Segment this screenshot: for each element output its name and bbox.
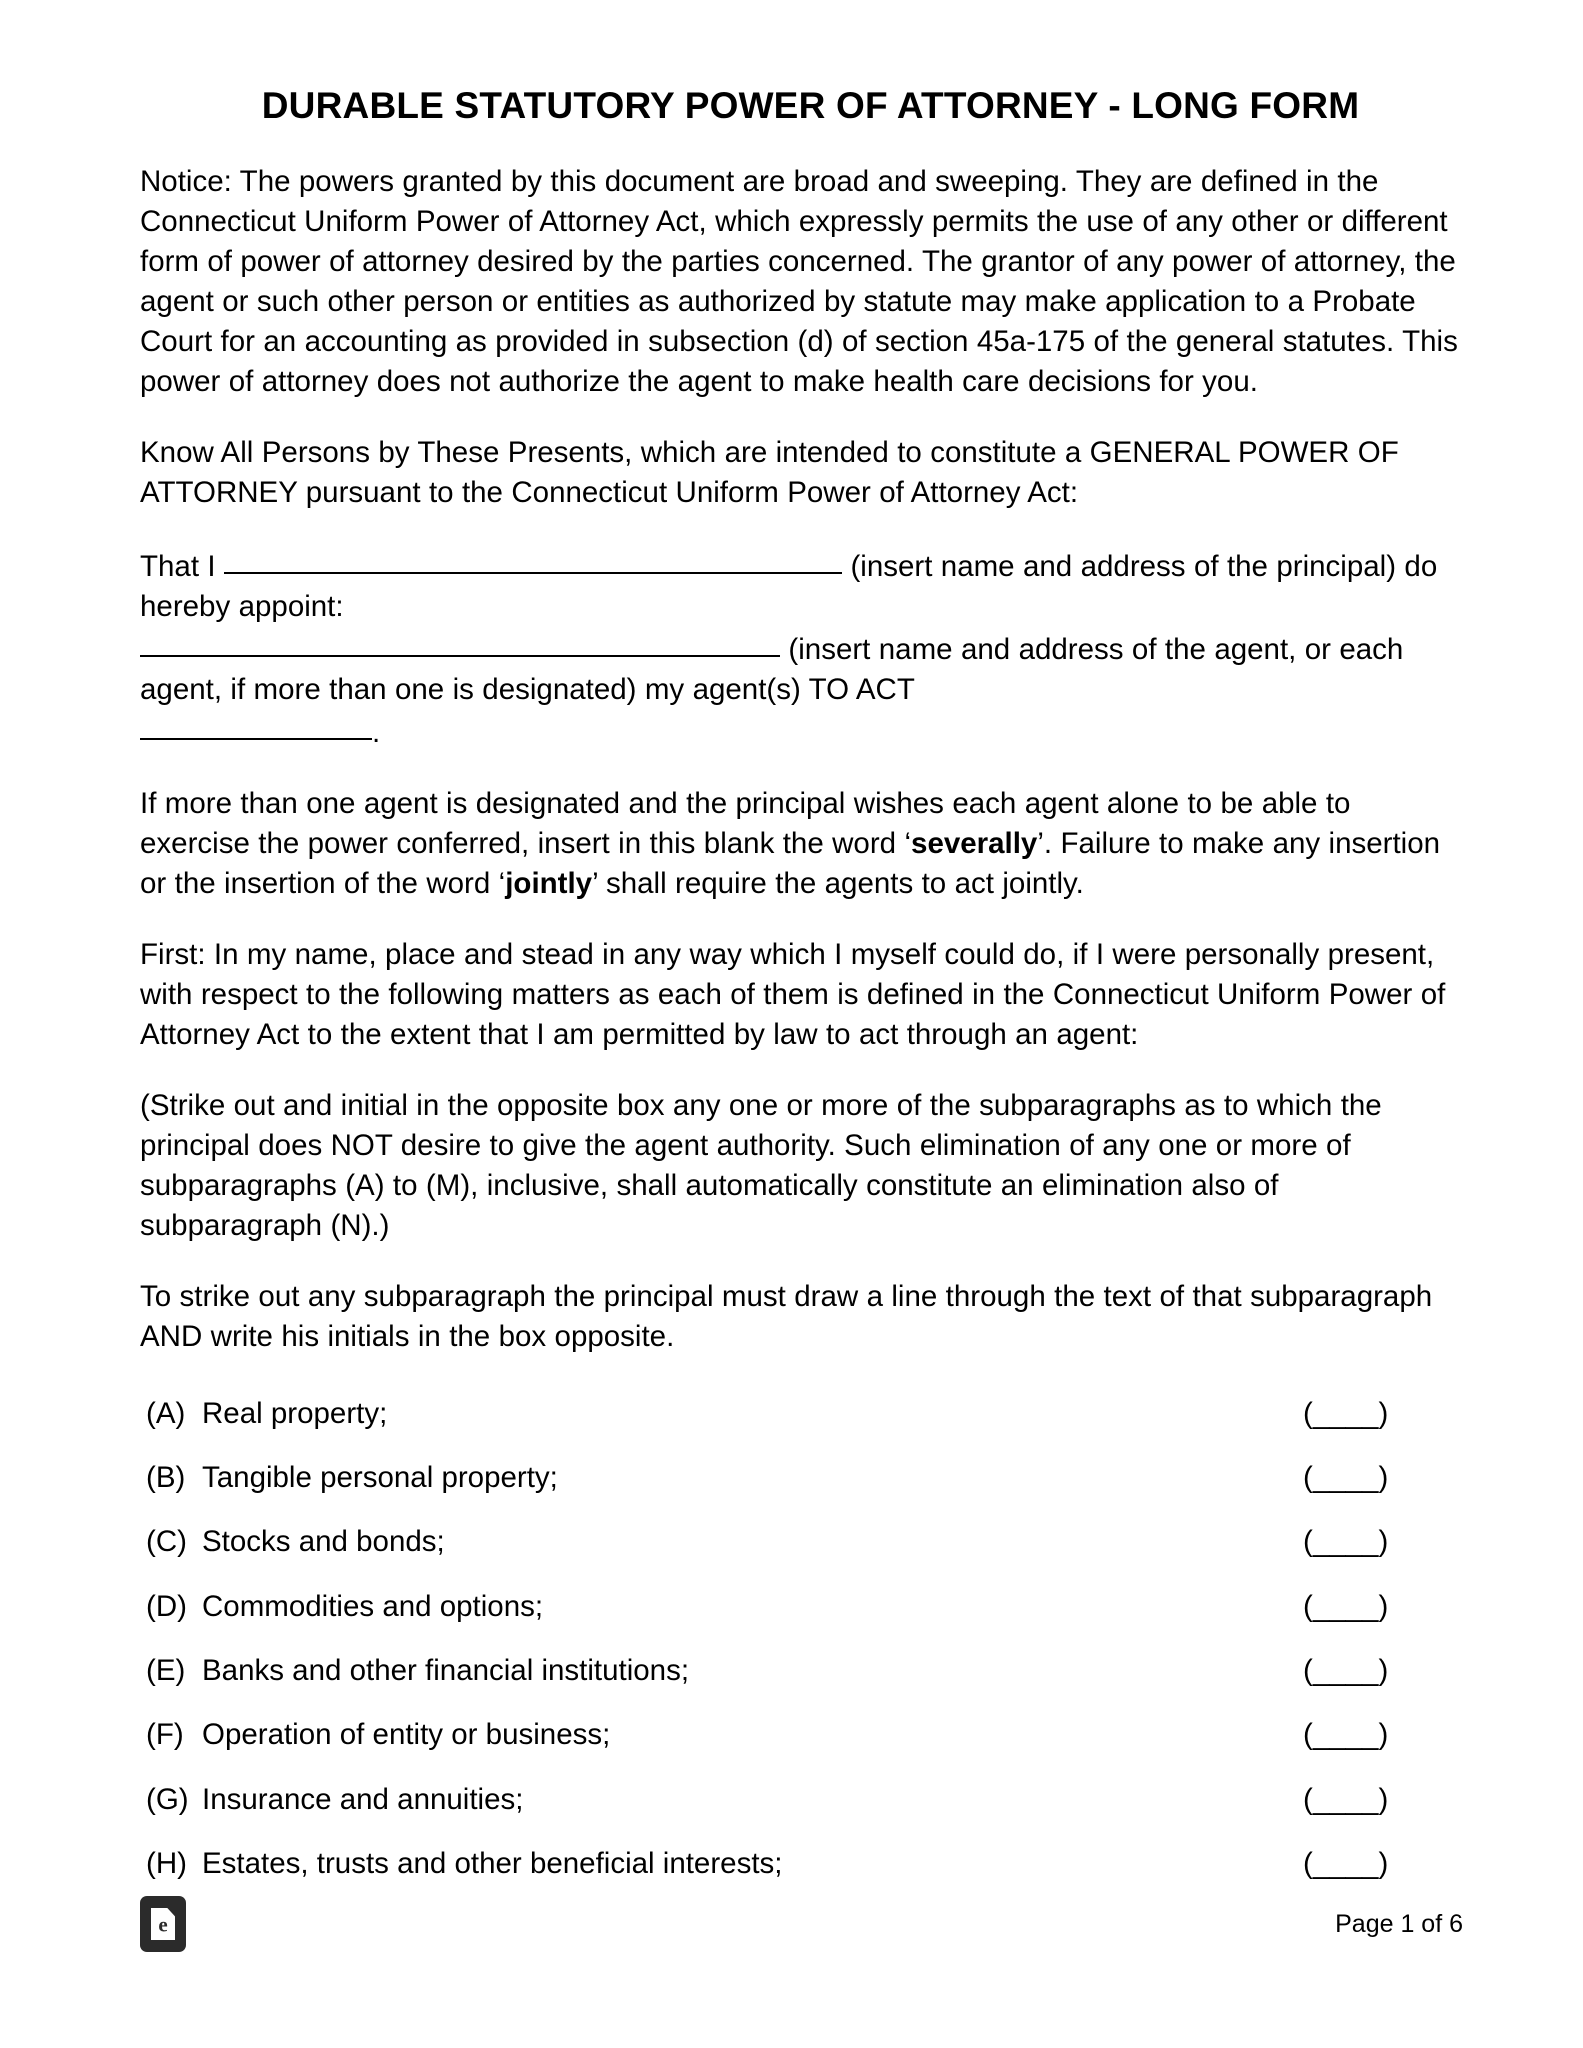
list-item	[140, 1716, 1463, 1754]
list-item	[140, 1395, 1463, 1433]
first-paragraph: First: In my name, place and stead in any way which I myself could do, if I were personally present, with respect to the following matters as each of them is defined in the Connecticut Uniform Power of Attorney Act to the extent that I am permitted by law to act through an agent:	[140, 937, 1446, 1051]
initial-box[interactable]: (____)	[1303, 1654, 1389, 1688]
item-letter: (E)	[146, 1654, 186, 1688]
act-mode-blank[interactable]	[140, 710, 372, 740]
item-letter: (B)	[146, 1461, 186, 1494]
document-body	[140, 162, 1463, 1883]
eforms-logo-icon	[140, 1896, 186, 1952]
subparagraph-list	[140, 1395, 1463, 1884]
list-item	[140, 1588, 1463, 1626]
item-letter: (C)	[146, 1525, 187, 1559]
logo-letter: e	[158, 1912, 168, 1937]
item-label: Commodities and options;	[202, 1589, 544, 1623]
appointment-paragraph	[140, 544, 1463, 753]
item-letter: (D)	[146, 1589, 187, 1623]
page-footer	[140, 1896, 1463, 1952]
strike-instructions-paragraph: To strike out any subparagraph the principal must draw a line through the text of that subparagraph AND write his initials in the box opposite.	[140, 1279, 1433, 1353]
initial-box[interactable]: (____)	[1303, 1589, 1389, 1623]
list-item	[140, 1845, 1463, 1883]
that-i-label: That I	[140, 550, 216, 584]
item-label: Banks and other financial institutions;	[202, 1654, 690, 1688]
initial-box[interactable]: (____)	[1303, 1461, 1389, 1494]
item-label: Stocks and bonds;	[202, 1525, 445, 1559]
item-label: Insurance and annuities;	[202, 1782, 524, 1816]
agent-note: (insert name and address of the agent, or each agent, if more than one is designated) my agent(s) TO ACT	[140, 633, 1404, 707]
initial-box[interactable]: (____)	[1303, 1525, 1389, 1559]
list-item	[140, 1459, 1463, 1497]
item-label: Tangible personal property;	[202, 1461, 558, 1494]
item-label: Operation of entity or business;	[202, 1718, 611, 1752]
list-item	[140, 1652, 1463, 1690]
item-letter: (A)	[146, 1396, 186, 1430]
severally-part3: ’ shall require the agents to act jointly.	[592, 866, 1084, 900]
item-label: Real property;	[202, 1396, 388, 1430]
agent-name-blank[interactable]	[140, 627, 780, 657]
principal-name-blank[interactable]	[224, 544, 842, 574]
item-label: Estates, trusts and other beneficial interests;	[202, 1847, 783, 1881]
initial-box[interactable]: (____)	[1303, 1718, 1389, 1752]
item-letter: (G)	[146, 1782, 189, 1816]
severally-part1: If more than one agent is designated and the principal wishes each agent alone to be able to exercise the power conferred, insert in this blank the word ‘	[140, 787, 1351, 860]
item-letter: (H)	[146, 1847, 187, 1881]
item-letter: (F)	[146, 1718, 184, 1752]
severally-bold: severally	[911, 827, 1038, 860]
initial-box[interactable]: (____)	[1303, 1396, 1389, 1430]
know-all-persons-paragraph: Know All Persons by These Presents, which are intended to constitute a GENERAL POWER OF ATTORNEY pursuant to the Connecticut Uniform Power of Attorney Act:	[140, 436, 1399, 510]
principal-note: (insert name and address of the principal) do hereby appoint:	[140, 550, 1438, 624]
strike-out-paragraph: (Strike out and initial in the opposite box any one or more of the subparagraphs as to which the principal does NOT desire to give the agent authority. Such elimination of any one or more of subparagraphs (A) to (M), inclusive, shall automatically constitute an elimination also of subparagraph (N).)	[140, 1088, 1382, 1242]
severally-jointly-paragraph	[140, 784, 1463, 904]
page-number: Page 1 of 6	[1335, 1909, 1463, 1938]
initial-box[interactable]: (____)	[1303, 1782, 1389, 1816]
notice-paragraph: Notice: The powers granted by this document are broad and sweeping. They are defined in the Connecticut Uniform Power of Attorney Act, which expressly permits the use of any other or different form of power of attorney desired by the parties concerned. The grantor of any power of attorney, the agent or such other person or entities as authorized by statute may make application to a Probate Court for an accounting as provided in subsection (d) of section 45a-175 of the general statutes. This power of attorney does not authorize the agent to make health care decisions for you.	[140, 165, 1458, 399]
trailing-period: .	[372, 716, 381, 750]
initial-box[interactable]: (____)	[1303, 1847, 1389, 1881]
severally-part2: ’. Failure to make any insertion or the insertion of the word ‘	[140, 827, 1441, 900]
page-title: DURABLE STATUTORY POWER OF ATTORNEY - LONG FORM	[261, 85, 1360, 126]
list-item	[140, 1523, 1463, 1561]
list-item	[140, 1781, 1463, 1819]
jointly-bold: jointly	[505, 866, 593, 900]
